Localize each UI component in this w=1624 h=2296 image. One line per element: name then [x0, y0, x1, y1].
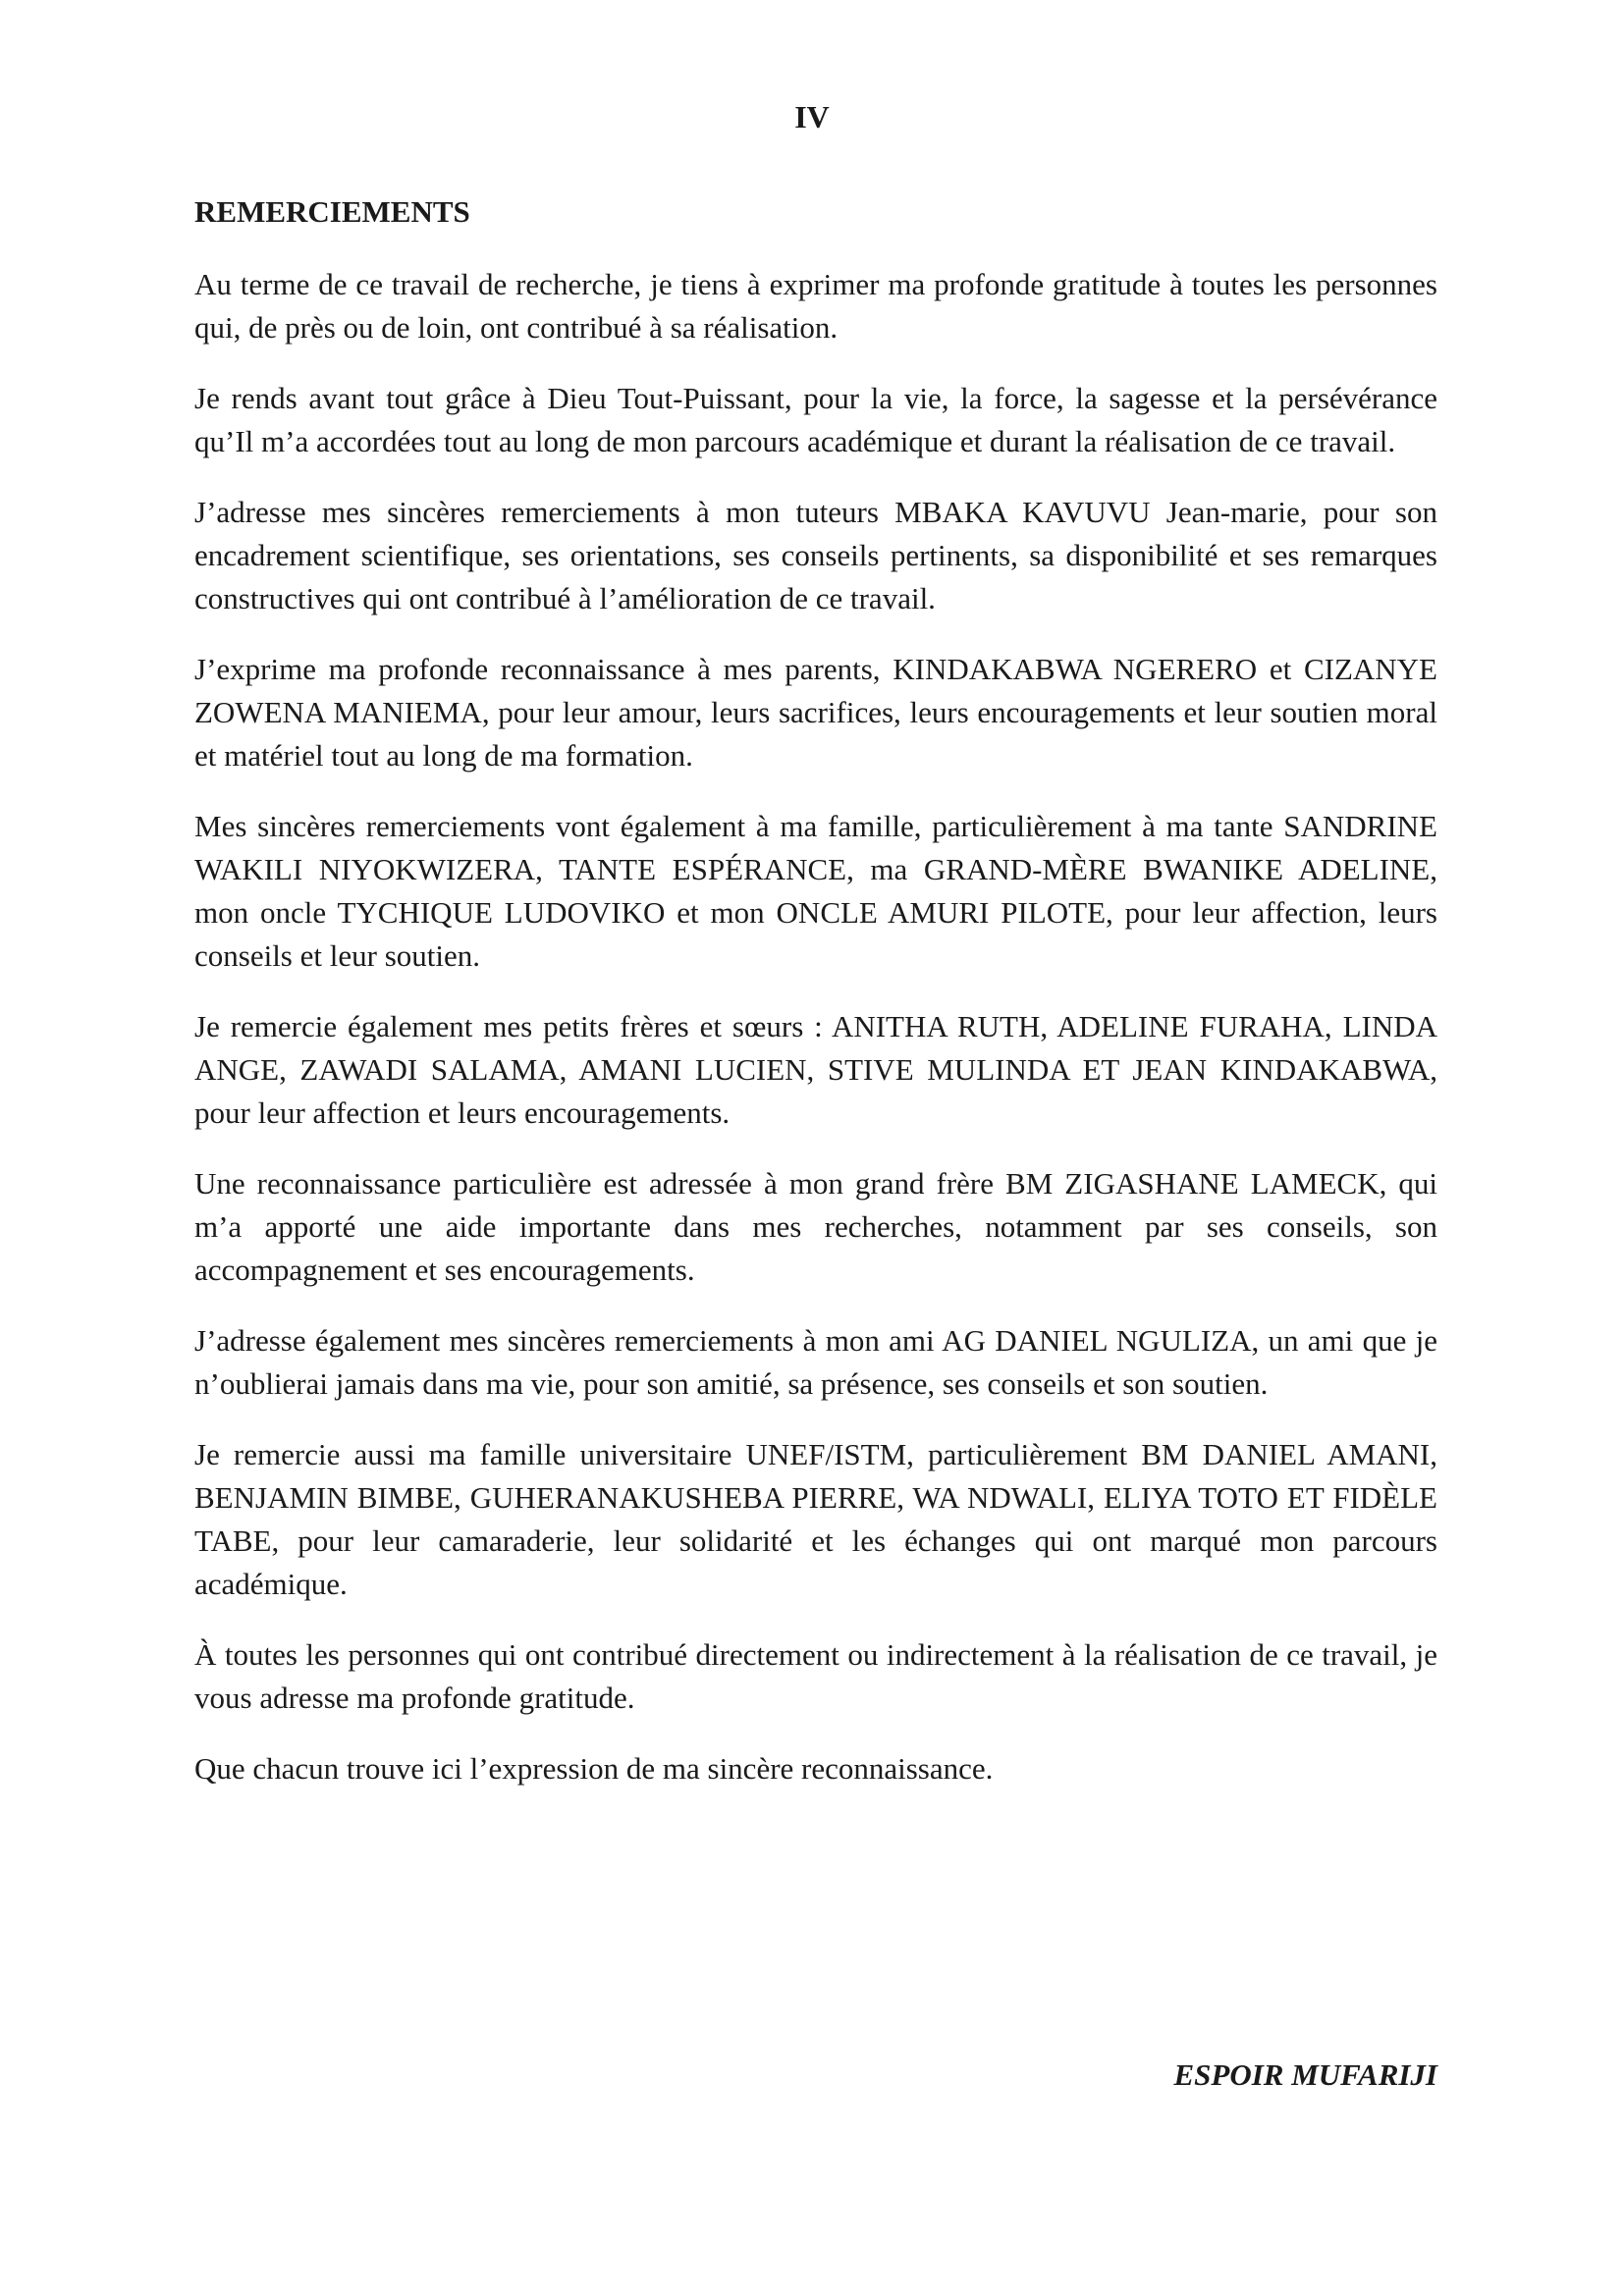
author-signature: ESPOIR MUFARIJI — [1173, 2057, 1437, 2092]
section-title: REMERCIEMENTS — [194, 194, 470, 229]
paragraph-intro: Au terme de ce travail de recherche, je tiens à exprimer ma profonde gratitude à toutes les personnes qui, de près ou de loin, ont contribué à sa réalisation. — [194, 267, 1437, 345]
page-number: IV — [794, 99, 830, 134]
paragraph-brother: Une reconnaissance particulière est adressée à mon grand frère BM ZIGASHANE LAMECK, qui m’a apporté une aide importante dans mes recherches, notamment par ses conseils, son accompagnement et ses encouragements. — [194, 1166, 1437, 1287]
acknowledgements-body — [194, 263, 1437, 1818]
paragraph-siblings: Je remercie également mes petits frères et sœurs : ANITHA RUTH, ADELINE FURAHA, LINDA ANGE, ZAWADI SALAMA, AMANI LUCIEN, STIVE MULINDA ET JEAN KINDAKABWA, pour leur affection et leurs encouragements. — [194, 1009, 1437, 1130]
paragraph-all: À toutes les personnes qui ont contribué directement ou indirectement à la réalisation de ce travail, je vous adresse ma profonde gratitude. — [194, 1637, 1437, 1715]
paragraph-tutor: J’adresse mes sincères remerciements à mon tuteurs MBAKA KAVUVU Jean-marie, pour son encadrement scientifique, ses orientations, ses conseils pertinents, sa disponibilité et ses remarques constructives qui ont contribué à l’amélioration de ce travail. — [194, 495, 1437, 615]
paragraph-university: Je remercie aussi ma famille universitaire UNEF/ISTM, particulièrement BM DANIEL AMANI, BENJAMIN BIMBE, GUHERANAKUSHEBA PIERRE, WA NDWALI, ELIYA TOTO ET FIDÈLE TABE, pour leur camaraderie, leur solidarité et les échanges qui ont marqué mon parcours académique. — [194, 1437, 1437, 1601]
paragraph-friend: J’adresse également mes sincères remerciements à mon ami AG DANIEL NGULIZA, un ami que je n’oublierai jamais dans ma vie, pour son amitié, sa présence, ses conseils et son soutien. — [194, 1323, 1437, 1401]
paragraph-closing: Que chacun trouve ici l’expression de ma sincère reconnaissance. — [194, 1751, 994, 1786]
paragraph-family: Mes sincères remerciements vont également à ma famille, particulièrement à ma tante SANDRINE WAKILI NIYOKWIZERA, TANTE ESPÉRANCE, ma GRAND-MÈRE BWANIKE ADELINE, mon oncle TYCHIQUE LUDOVIKO et mon ONCLE AMURI PILOTE, pour leur affection, leurs conseils et leur soutien. — [194, 809, 1437, 973]
paragraph-god: Je rends avant tout grâce à Dieu Tout-Puissant, pour la vie, la force, la sagesse et la persévérance qu’Il m’a accordées tout au long de mon parcours académique et durant la réalisation de ce travail. — [194, 381, 1437, 458]
paragraph-parents: J’exprime ma profonde reconnaissance à mes parents, KINDAKABWA NGERERO et CIZANYE ZOWENA MANIEMA, pour leur amour, leurs sacrifices, leurs encouragements et leur soutien moral et matériel tout au long de ma formation. — [194, 652, 1437, 773]
